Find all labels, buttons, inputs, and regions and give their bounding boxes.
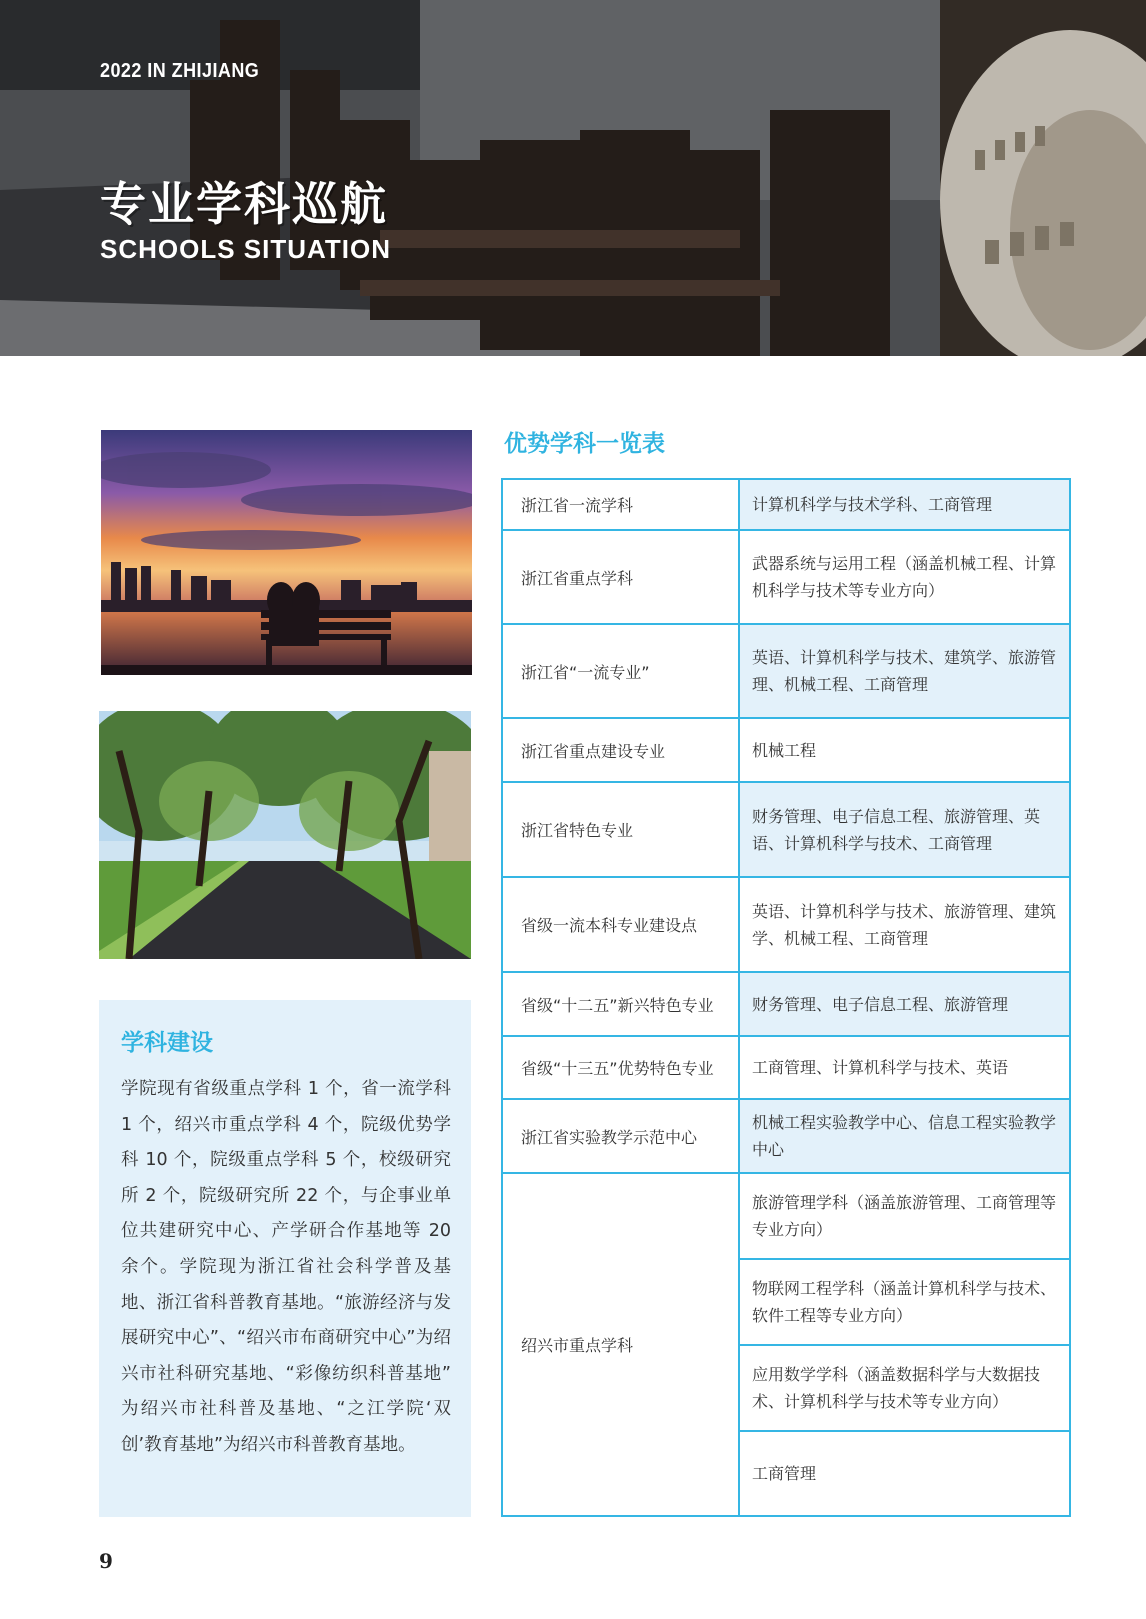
header-kicker: 2022 IN ZHIJIANG [100, 60, 260, 82]
row-value: 工商管理、计算机科学与技术、英语 [739, 1036, 1070, 1099]
discipline-building-section [99, 1000, 471, 1517]
page-subtitle: SCHOOLS SITUATION [100, 234, 391, 264]
campus-path-photo [99, 711, 471, 959]
row-category: 浙江省一流学科 [502, 479, 739, 530]
row-value: 计算机科学与技术学科、工商管理 [739, 479, 1070, 530]
row-category: 省级一流本科专业建设点 [502, 877, 739, 972]
table-row [502, 624, 1070, 718]
table-row [502, 1099, 1070, 1173]
row-value: 旅游管理学科（涵盖旅游管理、工商管理等专业方向） [739, 1173, 1070, 1259]
row-value: 工商管理 [739, 1431, 1070, 1516]
row-value: 物联网工程学科（涵盖计算机科学与技术、软件工程等专业方向） [739, 1259, 1070, 1345]
page-number: 9 [99, 1549, 113, 1573]
header-photo [0, 0, 1146, 356]
sunset-photo [101, 430, 472, 675]
discipline-building-text: 学院现有省级重点学科 1 个，省一流学科 1 个，绍兴市重点学科 4 个，院级优势学科 10 个，院级重点学科 5 个，校级研究所 2 个，院级研究所 22 个，与企事业单位共建研究中心、产学研合作基地等 20 余个。学院现为浙江省社会科学普及基地、浙江省科普教育基地。“旅游经济与发展研究中心”、“绍兴市布商研究中心”为绍兴市社科研究基地、“彩像纺织科普基地” 为绍兴市社科普及基地、“之江学院‘双创’教育基地”为绍兴市科普教育基地。 [121, 1079, 451, 1455]
row-category: 浙江省“一流专业” [502, 624, 739, 718]
table-row [502, 972, 1070, 1036]
table-row [502, 479, 1070, 530]
page-title: 专业学科巡航 [100, 177, 388, 231]
row-category: 浙江省特色专业 [502, 782, 739, 877]
row-category: 浙江省重点学科 [502, 530, 739, 624]
row-value: 机械工程实验教学中心、信息工程实验教学中心 [739, 1099, 1070, 1173]
row-value: 财务管理、电子信息工程、旅游管理 [739, 972, 1070, 1036]
row-category: 浙江省实验教学示范中心 [502, 1099, 739, 1173]
table-row [502, 1036, 1070, 1099]
table-title: 优势学科一览表 [504, 431, 665, 457]
row-value: 财务管理、电子信息工程、旅游管理、英语、计算机科学与技术、工商管理 [739, 782, 1070, 877]
row-value: 英语、计算机科学与技术、建筑学、旅游管理、机械工程、工商管理 [739, 624, 1070, 718]
advantage-subjects-table [501, 478, 1071, 1517]
discipline-building-title: 学科建设 [121, 1030, 213, 1056]
table-row [502, 782, 1070, 877]
table-row [502, 1173, 1070, 1259]
row-category: 浙江省重点建设专业 [502, 718, 739, 782]
row-category: 省级“十三五”优势特色专业 [502, 1036, 739, 1099]
row-value: 机械工程 [739, 718, 1070, 782]
row-value: 英语、计算机科学与技术、旅游管理、建筑学、机械工程、工商管理 [739, 877, 1070, 972]
row-category: 绍兴市重点学科 [502, 1173, 739, 1516]
table-row [502, 877, 1070, 972]
row-value: 应用数学学科（涵盖数据科学与大数据技术、计算机科学与技术等专业方向） [739, 1345, 1070, 1431]
row-category: 省级“十二五”新兴特色专业 [502, 972, 739, 1036]
table-row [502, 718, 1070, 782]
table-row [502, 530, 1070, 624]
row-value: 武器系统与运用工程（涵盖机械工程、计算机科学与技术等专业方向） [739, 530, 1070, 624]
